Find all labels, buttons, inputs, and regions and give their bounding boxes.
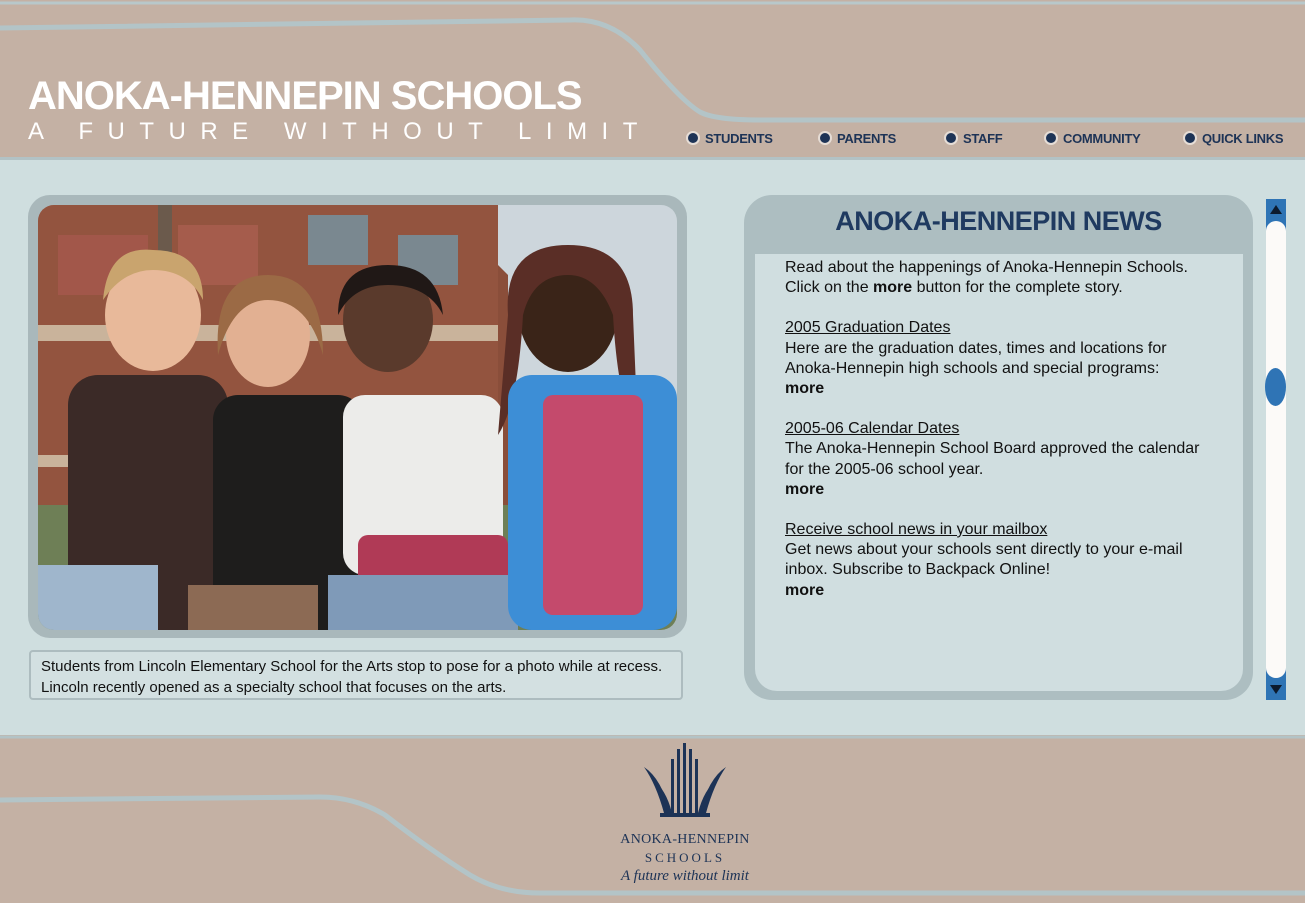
- nav-label: STUDENTS: [705, 130, 773, 146]
- scroll-up-arrow-icon[interactable]: [1266, 199, 1286, 221]
- nav-label: COMMUNITY: [1063, 130, 1141, 146]
- nav-label: STAFF: [963, 130, 1003, 146]
- news-item: [785, 520, 1215, 601]
- scroll-down-arrow-icon[interactable]: [1266, 678, 1286, 700]
- photo-caption: Students from Lincoln Elementary School for the Arts stop to pose for a photo while at recess. Lincoln recently opened as a specialty school that focuses on the arts.: [29, 650, 683, 700]
- scrollbar-track[interactable]: [1266, 221, 1286, 678]
- district-logo-icon: [642, 739, 728, 825]
- news-intro: [785, 258, 1215, 298]
- nav-bullet-icon: [686, 131, 700, 145]
- site-tagline: A FUTURE WITHOUT LIMIT: [28, 118, 652, 145]
- site-title: ANOKA-HENNEPIN SCHOOLS: [28, 74, 582, 118]
- nav-parents[interactable]: [818, 129, 896, 147]
- news-headline-link[interactable]: 2005 Graduation Dates: [785, 319, 951, 337]
- nav-bullet-icon: [1044, 131, 1058, 145]
- news-headline-link[interactable]: 2005-06 Calendar Dates: [785, 420, 960, 438]
- footer-logo-sub: SCHOOLS: [644, 850, 726, 865]
- news-title: ANOKA-HENNEPIN NEWS: [835, 206, 1162, 236]
- news-item-body: Here are the graduation dates, times and locations for Anoka-Hennepin high schools and special programs:: [785, 339, 1167, 377]
- students-photo-illustration: [38, 205, 677, 630]
- scrollbar-thumb[interactable]: [1265, 368, 1286, 406]
- nav-label: PARENTS: [837, 130, 897, 146]
- footer-logo-name: ANOKA-HENNEPIN: [620, 832, 750, 847]
- news-item: [785, 419, 1215, 500]
- nav-bullet-icon: [1183, 131, 1197, 145]
- news-item-body: The Anoka-Hennepin School Board approved the calendar for the 2005-06 school year.: [785, 440, 1200, 478]
- news-intro-text: Read about the happenings of Anoka-Hennepin Schools. Click on the: [785, 259, 1188, 297]
- nav-staff[interactable]: [944, 129, 1002, 147]
- header-divider: [0, 157, 1305, 160]
- news-intro-more: more: [873, 279, 913, 297]
- nav-label: QUICK LINKS: [1202, 130, 1284, 146]
- nav-bullet-icon: [944, 131, 958, 145]
- nav-community[interactable]: [1044, 129, 1140, 147]
- nav-quick-links[interactable]: [1183, 129, 1283, 147]
- footer-logo-tagline: A future without limit: [621, 868, 749, 884]
- news-intro-text-end: button for the complete story.: [912, 279, 1123, 297]
- news-item: [785, 318, 1215, 399]
- news-more-link[interactable]: more: [785, 480, 825, 498]
- nav-students[interactable]: [686, 129, 773, 147]
- news-headline-link[interactable]: Receive school news in your mailbox: [785, 521, 1048, 539]
- nav-bullet-icon: [818, 131, 832, 145]
- news-item-body: Get news about your schools sent directly to your e-mail inbox. Subscribe to Backpack Online!: [785, 541, 1183, 579]
- news-more-link[interactable]: more: [785, 581, 825, 599]
- students-photo: [38, 205, 677, 630]
- news-scroll-content: [785, 258, 1215, 621]
- news-more-link[interactable]: more: [785, 380, 825, 398]
